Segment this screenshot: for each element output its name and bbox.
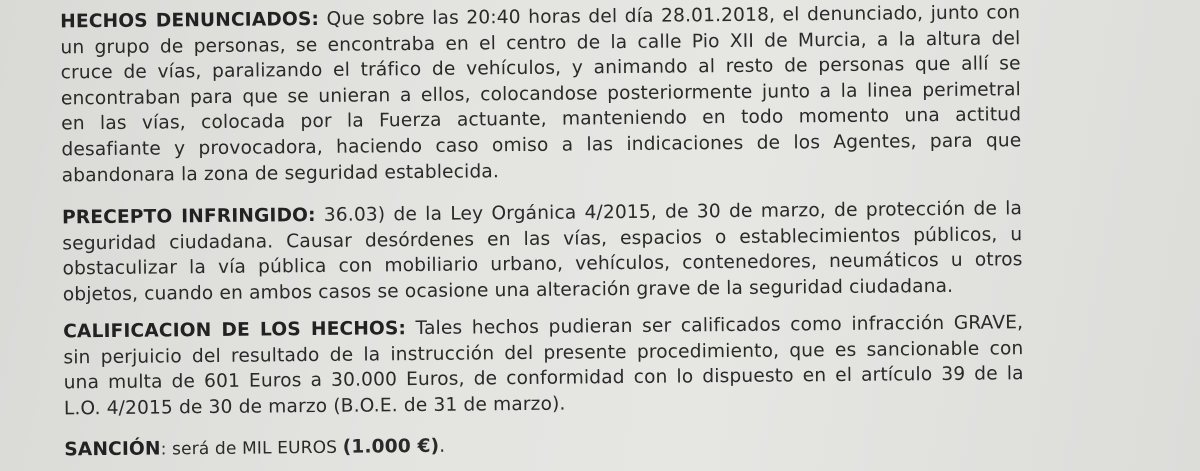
sancion-section: [64, 428, 1024, 463]
precepto-line-4: objetos, cuando en ambos casos se ocasione una alteración grave de la seguridad ciudadana.: [62, 275, 954, 306]
hechos-line-6: desafiante y provocadora, haciendo caso omiso a las indicaciones de los Agentes, para que: [61, 130, 1022, 161]
precepto-text: 36.03) de la Ley Orgánica 4/2015, de 30 de marzo, de protección de la: [315, 198, 1023, 226]
hechos-line-3: cruce de vías, paralizando el tráfico de vehículos, y animando al resto de personas que allí se: [60, 53, 1021, 84]
sancion-text: : será de MIL EUROS: [160, 437, 343, 460]
precepto-section: [62, 196, 1023, 308]
precepto-line-2: seguridad ciudadana. Causar desórdenes en las vías, espacios o establecimientos públicos, u: [62, 223, 1023, 255]
sancion-line: [64, 428, 1024, 463]
calificacion-line-3: una multa de 601 Euros a 30.000 Euros, de conformidad con lo dispuesto en el artículo 39 de la: [63, 363, 1024, 394]
calificacion-line-2: sin perjuicio del resultado de la instrucción del presente procedimiento, que es sancionable con: [63, 337, 1024, 369]
hechos-label: HECHOS DENUNCIADOS:: [60, 8, 320, 33]
hechos-line-5: en las vías, colocada por la Fuerza actuante, manteniendo en todo momento una actitud: [61, 104, 1022, 135]
precepto-label: PRECEPTO INFRINGIDO:: [61, 204, 316, 229]
sancion-amount: (1.000 €): [342, 435, 440, 458]
hechos-line-4: encontraban para que se unieran a ellos, colocandose posteriormente junto a la linea perimetral: [60, 78, 1022, 110]
hechos-section: [60, 0, 1022, 188]
calificacion-line-4: L.O. 4/2015 de 30 de marzo (B.O.E. de 31 de marzo).: [63, 393, 566, 420]
hechos-text: Que sobre las 20:40 horas del día 28.01.2018, el denunciado, junto con: [318, 2, 1021, 30]
calificacion-label: CALIFICACION DE LOS HECHOS:: [63, 318, 407, 343]
sancion-end: .: [439, 435, 446, 457]
calificacion-section: [63, 310, 1024, 422]
precepto-line-3: obstaculizar la vía pública con mobiliario urbano, vehículos, contenedores, neumáticos u otros: [62, 249, 1023, 280]
hechos-line-2: un grupo de personas, se encontraba en el centro de la calle Pio XII de Murcia, a la altura del: [60, 27, 1021, 59]
hechos-line-7: abandonara la zona de seguridad establecida.: [61, 160, 500, 186]
calificacion-text: Tales hechos pudieran ser calificados como infracción GRAVE,: [405, 312, 1024, 340]
sancion-label: SANCIÓN: [64, 438, 161, 461]
